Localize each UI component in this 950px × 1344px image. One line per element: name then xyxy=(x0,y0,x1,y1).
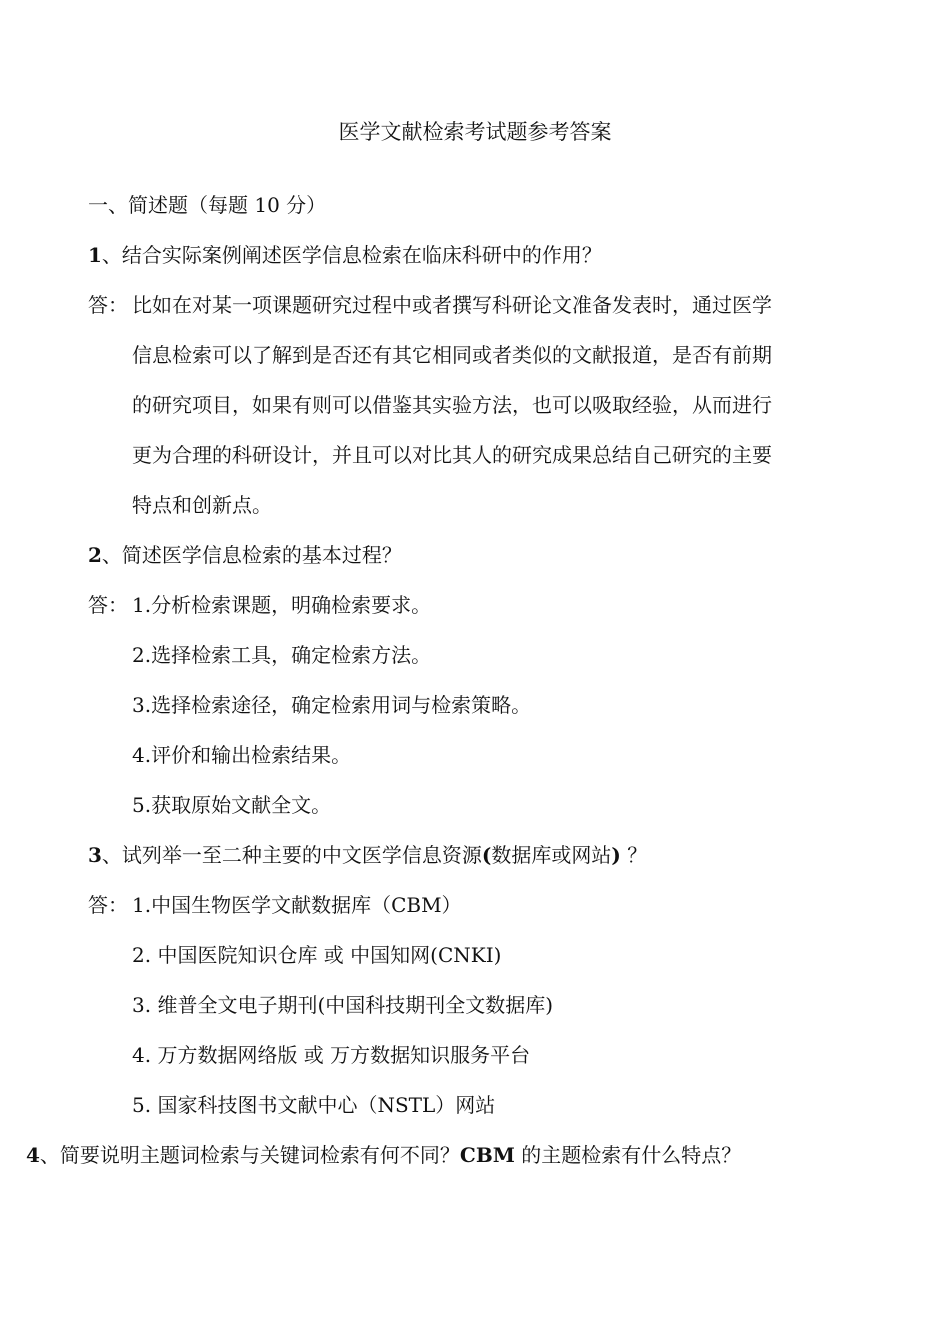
paren-open: ( xyxy=(481,843,492,867)
answer-label: 答： xyxy=(88,293,128,317)
answer-2-step-4: 4.评价和输出检索结果。 xyxy=(132,743,352,767)
question-text-end: 的主题检索有什么特点？ xyxy=(514,1143,742,1167)
question-2 xyxy=(88,540,402,570)
question-mark: ？ xyxy=(620,843,648,867)
question-text-inner: 数据库或网站 xyxy=(491,843,612,867)
section-heading: 一、简述题（每题 10 分） xyxy=(88,193,327,217)
question-1 xyxy=(88,240,602,270)
answer-3-item-5: 5. 国家科技图书文献中心（NSTL）网站 xyxy=(132,1093,496,1117)
answer-text: 比如在对某一项课题研究过程中或者撰写科研论文准备发表时，通过医学 xyxy=(132,293,772,317)
page-title: 医学文献检索考试题参考答案 xyxy=(338,120,612,144)
question-number: 2 xyxy=(88,543,102,567)
answer-label: 答： xyxy=(88,893,128,917)
question-number: 1 xyxy=(88,243,102,267)
paren-close: ) xyxy=(611,843,621,867)
question-text: 、简要说明主题词检索与关键词检索有何不同？ xyxy=(39,1143,460,1167)
answer-1-line-5: 特点和创新点。 xyxy=(132,493,272,517)
answer-1-line-2: 信息检索可以了解到是否还有其它相同或者类似的文献报道，是否有前期 xyxy=(132,343,772,367)
answer-2-step-5: 5.获取原始文献全文。 xyxy=(132,793,332,817)
question-text: 、简述医学信息检索的基本过程？ xyxy=(101,543,402,567)
question-number: 4 xyxy=(26,1143,40,1167)
answer-1-line-4: 更为合理的科研设计，并且可以对比其人的研究成果总结自己研究的主要 xyxy=(132,443,772,467)
question-number: 3 xyxy=(88,843,102,867)
answer-3-item-2: 2. 中国医院知识仓库 或 中国知网(CNKI) xyxy=(132,943,502,967)
answer-3-item-3: 3. 维普全文电子期刊(中国科技期刊全文数据库) xyxy=(132,993,554,1017)
answer-1-line-3: 的研究项目，如果有则可以借鉴其实验方法，也可以吸取经验，从而进行 xyxy=(132,393,772,417)
answer-2-step-3: 3.选择检索途径，确定检索用词与检索策略。 xyxy=(132,693,532,717)
answer-3-item-1 xyxy=(88,890,462,920)
answer-text: 1.分析检索课题，明确检索要求。 xyxy=(132,593,432,617)
answer-2-step-1 xyxy=(88,590,431,620)
answer-text: 1.中国生物医学文献数据库（CBM） xyxy=(132,893,462,917)
question-3 xyxy=(88,840,647,870)
answer-label: 答： xyxy=(88,593,128,617)
question-4 xyxy=(26,1140,741,1170)
question-text: 、试列举一至二种主要的中文医学信息资源 xyxy=(101,843,482,867)
cbm-term: CBM xyxy=(459,1143,515,1167)
answer-2-step-2: 2.选择检索工具，确定检索方法。 xyxy=(132,643,432,667)
question-text: 、结合实际案例阐述医学信息检索在临床科研中的作用？ xyxy=(101,243,602,267)
answer-1-line-1 xyxy=(88,290,772,320)
answer-3-item-4: 4. 万方数据网络版 或 万方数据知识服务平台 xyxy=(132,1043,531,1067)
